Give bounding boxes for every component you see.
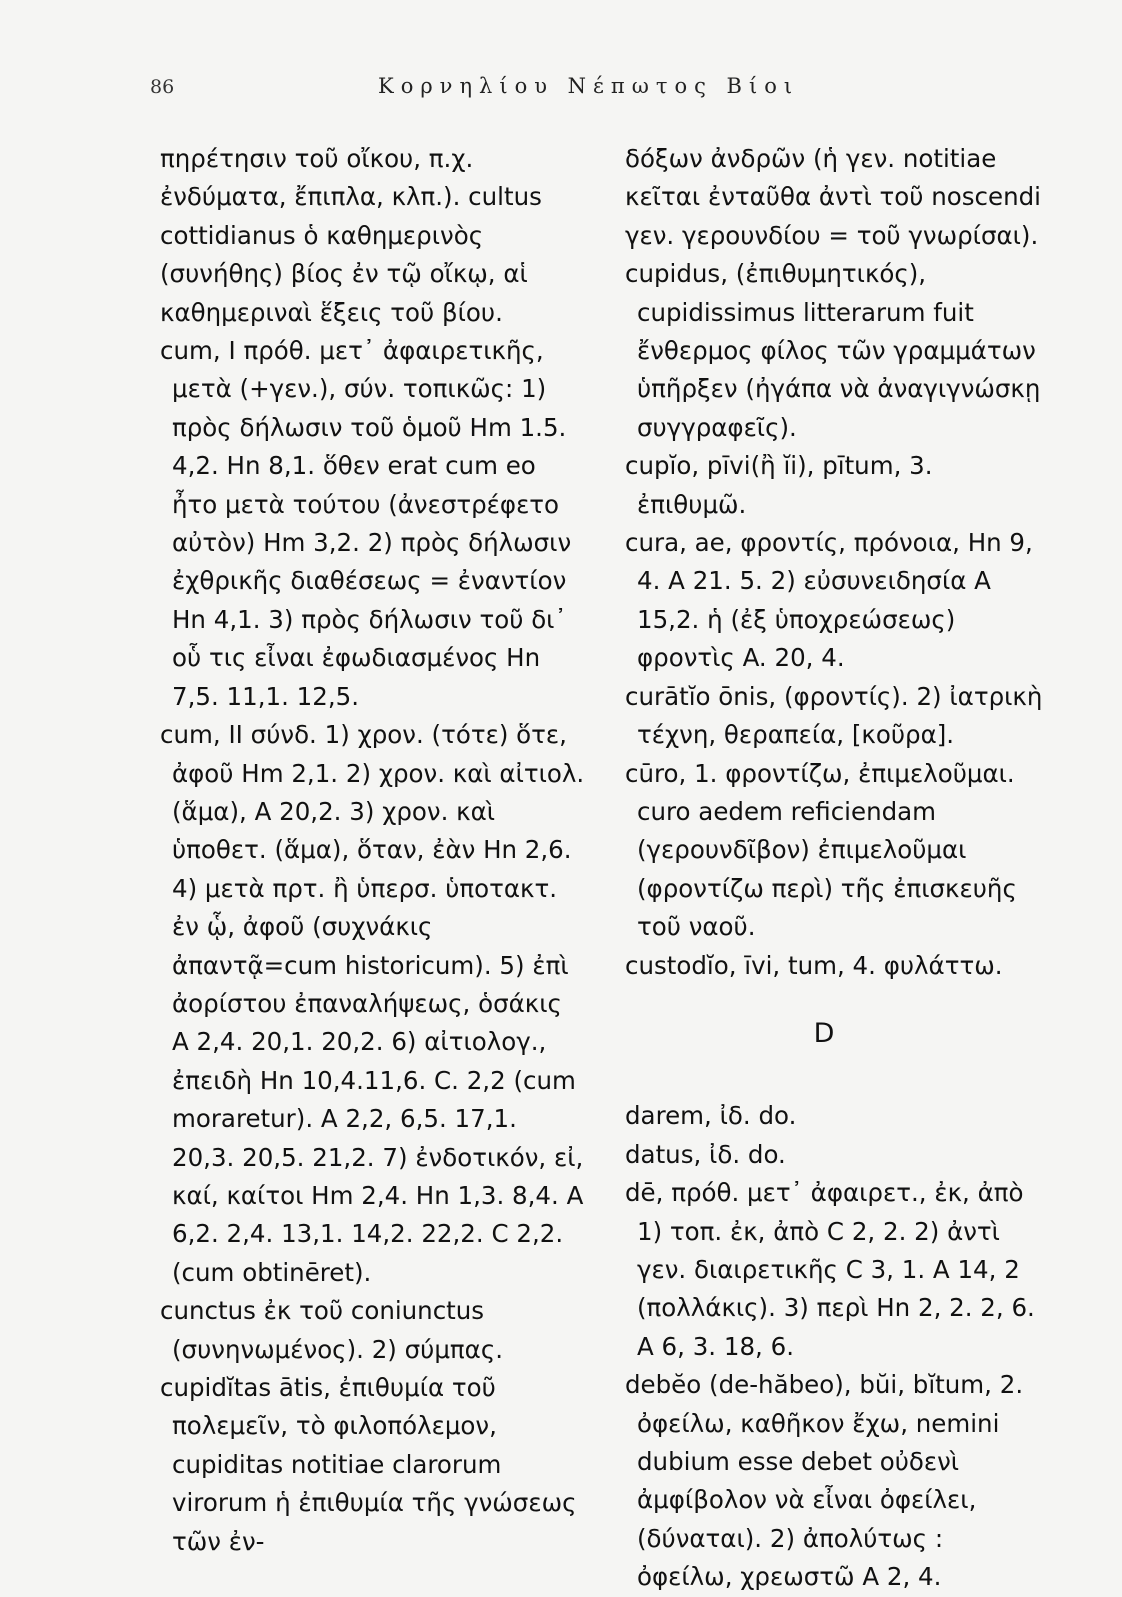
entry-curatio: curātĭo ōnis, (φροντίς). 2) ἰατρικὴ τέχνη, θεραπεία, [κοῦρα]. bbox=[625, 681, 1043, 750]
left-column bbox=[160, 140, 586, 1561]
entry-curo: cūro, 1. φροντίζω, ἐπιμελοῦμαι. curo aedem reficiendam (γερουνδῖβον) ἐπιμελοῦμαι (φροντίζω περὶ) τῆς ἐπισκευῆς τοῦ ναοῦ. bbox=[625, 758, 1017, 942]
entry-cum-preposition: cum, I πρόθ. μετ᾿ ἀφαιρετικῆς, μετὰ (+γεν.), σύν. τοπικῶς: 1) πρὸς δήλωσιν τοῦ ὁμοῦ Hm 1.5. 4,2. Hn 8,1. ὅθεν erat cum eo ἦτο μετὰ τούτου (ἀνεστρέφετο αὐτὸν) Hm 3,2. 2) πρὸς δήλωσιν ἐχθρικῆς διαθέσεως = ἐναντίον Hn 4,1. 3) πρὸς δήλωσιν τοῦ δι᾿ οὗ τις εἶναι ἐφωδιασμένος Hn 7,5. 11,1. 12,5. bbox=[160, 336, 572, 711]
entry-cupiditas-continuation: δόξων ἀνδρῶν (ἡ γεν. notitiae κεῖται ἐνταῦθα ἀντὶ τοῦ noscendi γεν. γερουνδίου = τοῦ γνωρίσαι). bbox=[625, 144, 1041, 250]
page-number: 86 bbox=[150, 76, 175, 98]
entry-cupidus: cupidus, (ἐπιθυμητικός), cupidissimus litterarum fuit ἔνθερμος φίλος τῶν γραμμάτων ὑπῆρξεν (ἠγάπα νὰ ἀναγιγνώσκῃ συγγραφεῖς). bbox=[625, 259, 1041, 442]
right-column bbox=[625, 140, 1045, 1597]
running-head bbox=[150, 72, 1030, 108]
entry-de: dē, πρόθ. μετ᾿ ἀφαιρετ., ἐκ, ἀπὸ 1) τοπ. ἐκ, ἀπὸ C 2, 2. 2) ἀντὶ γεν. διαιρετικῆς C 3, 1. A 14, 2 (πολλάκις). 3) περὶ Hn 2, 2. 2, 6. A 6, 3. 18, 6. bbox=[625, 1178, 1035, 1361]
entry-debeo: debĕo (de-hăbeo), bŭi, bĭtum, 2. ὀφείλω, καθῆκον ἔχω, nemini dubium esse debet οὐδενὶ ἀμφίβολον νὰ εἶναι ὀφείλει, (δύναται). 2) ἀπολύτως : ὀφείλω, χρεωστῶ A 2, 4. bbox=[625, 1370, 1024, 1592]
entry-cultus-continuation: πηρέτησιν τοῦ οἴκου, π.χ. ἐνδύματα, ἔπιπλα, κλπ.). cultus cottidianus ὁ καθημερινὸς (συνήθης) βίος ἐν τῷ οἴκῳ, αἱ καθημεριναὶ ἕξεις τοῦ βίου. bbox=[160, 144, 542, 327]
entry-cupio: cupĭo, pīvi(ἢ ĭi), pītum, 3. ἐπιθυμῶ. bbox=[625, 451, 933, 519]
entry-cura: cura, ae, φροντίς, πρόνοια, Hn 9, 4. A 21. 5. 2) εὐσυνειδησία A 15,2. ἡ (ἐξ ὑποχρεώσεως) φροντὶς A. 20, 4. bbox=[625, 528, 1033, 673]
entry-cum-conjunction: cum, II σύνδ. 1) χρον. (τότε) ὅτε, ἀφοῦ Hm 2,1. 2) χρον. καὶ αἰτιολ. (ἅμα), A 20,2. 3) χρον. καὶ ὑποθετ. (ἅμα), ὅταν, ἐὰν Hn 2,6. 4) μετὰ πρτ. ἢ ὑπερσ. ὑποτακτ. ἐν ᾧ, ἀφοῦ (συχνάκις ἀπαντᾷ=cum historicum). 5) ἐπὶ ἀορίστου ἐπαναλήψεως, ὁσάκις A 2,4. 20,1. 20,2. 6) αἰτιολογ., ἐπειδὴ Hn 10,4.11,6. C. 2,2 (cum moraretur). A 2,2, 6,5. 17,1. 20,3. 20,5. 21,2. 7) ἐνδοτικόν, εἰ, καί, καίτοι Hm 2,4. Hn 1,3. 8,4. A 6,2. 2,4. 13,1. 14,2. 22,2. C 2,2. (cum obtinēret). bbox=[160, 720, 585, 1287]
entry-darem: darem, ἰδ. do. bbox=[625, 1101, 797, 1131]
entry-custodio: custodĭo, īvi, tum, 4. φυλάττω. bbox=[625, 950, 1003, 980]
running-title: Κορνηλίου Νέπωτος Βίοι bbox=[378, 74, 800, 98]
entry-datus: datus, ἰδ. do. bbox=[625, 1139, 786, 1169]
section-letter-d: D bbox=[813, 1017, 835, 1049]
entry-cupiditas: cupidĭtas ātis, ἐπιθυμία τοῦ πολεμεῖν, τὸ φιλοπόλεμον, cupiditas notitiae clarorum virorum ἡ ἐπιθυμία τῆς γνώσεως τῶν ἐν- bbox=[160, 1373, 577, 1556]
entry-cunctus: cunctus ἐκ τοῦ coniunctus (συνηνωμένος). 2) σύμπας. bbox=[160, 1296, 503, 1364]
